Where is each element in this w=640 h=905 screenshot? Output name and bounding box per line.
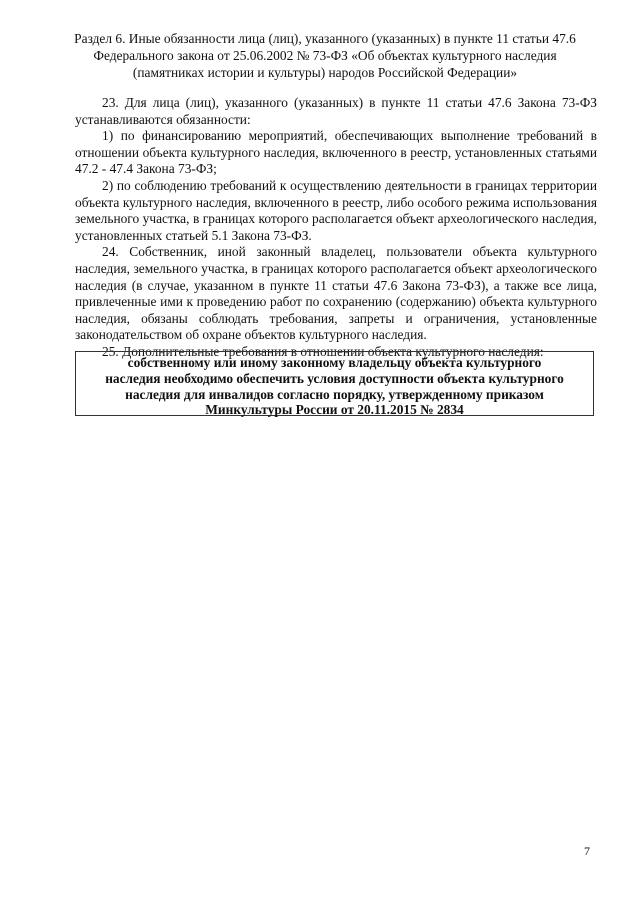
section-header-line-1: Раздел 6. Иные обязанности лица (лиц), указанного (указанных) в пункте 11 статьи 47.6 <box>74 31 576 46</box>
section-header <box>60 30 590 81</box>
page-number: 7 <box>584 844 590 858</box>
requirements-line-1: собственному или иному законному владельцу объекта культурного <box>127 355 542 370</box>
section-header-line-3: (памятниках истории и культуры) народов Российской Федерации» <box>132 65 518 80</box>
requirements-line-3: наследия для инвалидов согласно порядку, утвержденному приказом <box>125 386 544 402</box>
paragraph-23-item-1: 1) по финансированию мероприятий, обеспечивающих выполнение требований в отношении объекта культурного наследия, включенного в реестр, установленных статьями 47.2 - 47.4 Закона 73-ФЗ; <box>75 128 597 177</box>
requirements-line-4: Минкультуры России от 20.11.2015 № 2834 <box>205 402 464 418</box>
section-body <box>75 95 597 361</box>
paragraph-23: 23. Для лица (лиц), указанного (указанных) в пункте 11 статьи 47.6 Закона 73-ФЗ устанавливаются обязанности: <box>75 95 597 127</box>
additional-requirements-box <box>75 351 594 416</box>
paragraph-25: 25. Дополнительные требования в отношении объекта культурного наследия: <box>102 343 544 359</box>
section-header-line-2: Федерального закона от 25.06.2002 № 73-ФЗ «Об объектах культурного наследия <box>93 48 557 63</box>
paragraph-23-item-2: 2) по соблюдению требований к осуществлению деятельности в границах территории объекта культурного наследия, включенного в реестр, либо особого режима использования земельного участка, в границах которого располагается объект археологического наследия, установленных статьей 5.1 Закона 73-ФЗ. <box>75 177 597 243</box>
requirements-line-2: наследия необходимо обеспечить условия доступности объекта культурного <box>105 370 564 386</box>
paragraph-24: 24. Собственник, иной законный владелец, пользователи объекта культурного наследия, земельного участка, в границах которого располагается объект археологического наследия (в случае, указанном в пункте 11 статьи 47.6 Закона 73-ФЗ), а также все лица, привлеченные ими к проведению работ по сохранению (содержанию) объекта культурного наследия, обязаны соблюдать требования, запреты и ограничения, установленные законодательством об охране объектов культурного наследия. <box>75 244 597 343</box>
